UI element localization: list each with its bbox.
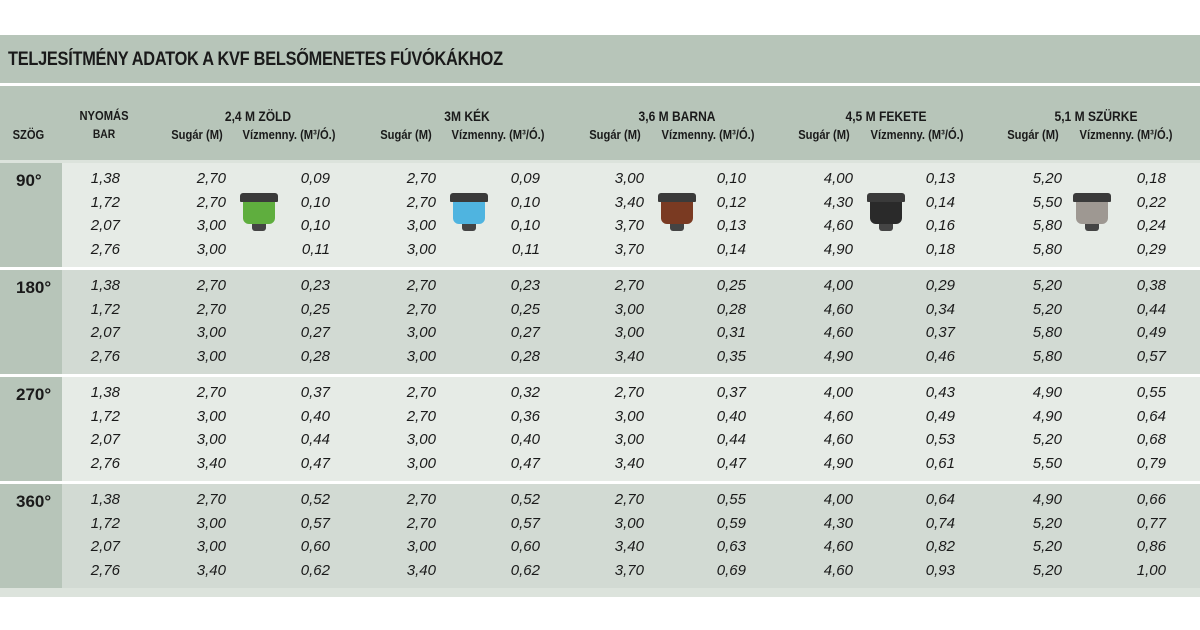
radius-value: 4,30 bbox=[823, 193, 853, 211]
radius-value: 3,00 bbox=[406, 454, 436, 472]
flow-value: 0,09 bbox=[510, 170, 540, 187]
flow-header-2: Vízmenny. (M³/Ó.) bbox=[661, 127, 755, 142]
flow-value: 0,63 bbox=[716, 538, 746, 555]
flow-value: 0,46 bbox=[925, 347, 955, 365]
radius-value: 3,00 bbox=[406, 324, 436, 341]
flow-value: 0,43 bbox=[925, 384, 955, 401]
radius-value: 3,00 bbox=[614, 514, 644, 532]
pressure-value: 1,38 bbox=[90, 170, 120, 187]
radius-value: 3,40 bbox=[614, 193, 644, 211]
radius-value: 3,40 bbox=[196, 561, 226, 579]
nozzle-body bbox=[661, 202, 693, 224]
flow-value: 0,10 bbox=[510, 193, 540, 211]
flow-value: 0,86 bbox=[1136, 538, 1166, 555]
flow-value: 0,18 bbox=[1136, 170, 1166, 187]
radius-value: 4,90 bbox=[1032, 384, 1062, 401]
radius-value: 4,00 bbox=[823, 277, 853, 294]
flow-value: 0,31 bbox=[716, 324, 746, 341]
radius-value: 3,40 bbox=[614, 454, 644, 472]
flow-value: 0,10 bbox=[510, 217, 540, 234]
radius-value: 2,70 bbox=[406, 170, 436, 187]
flow-value: 0,27 bbox=[300, 324, 330, 341]
radius-value: 2,70 bbox=[406, 193, 436, 211]
flow-value: 0,61 bbox=[925, 454, 955, 472]
radius-value: 5,80 bbox=[1032, 240, 1062, 258]
nozzle-header-0: 2,4 M ZÖLD bbox=[224, 108, 292, 124]
flow-value: 0,49 bbox=[925, 407, 955, 425]
nozzle-icon bbox=[1073, 193, 1111, 231]
radius-value: 5,80 bbox=[1032, 217, 1062, 234]
flow-value: 0,25 bbox=[300, 300, 330, 318]
radius-value: 5,20 bbox=[1032, 277, 1062, 294]
radius-value: 3,00 bbox=[196, 431, 226, 448]
pressure-value: 1,72 bbox=[90, 407, 120, 425]
radius-value: 2,70 bbox=[406, 277, 436, 294]
radius-value: 3,00 bbox=[614, 324, 644, 341]
flow-value: 0,79 bbox=[1136, 454, 1166, 472]
radius-value: 5,20 bbox=[1032, 300, 1062, 318]
radius-value: 2,70 bbox=[406, 300, 436, 318]
radius-value: 5,50 bbox=[1032, 193, 1062, 211]
flow-value: 0,47 bbox=[510, 454, 540, 472]
radius-value: 4,60 bbox=[823, 324, 853, 341]
radius-header-4: Sugár (M) bbox=[1007, 127, 1059, 142]
header-row bbox=[0, 86, 1200, 160]
flow-value: 0,35 bbox=[716, 347, 746, 365]
radius-value: 2,70 bbox=[614, 277, 644, 294]
flow-value: 0,25 bbox=[716, 277, 746, 294]
nozzle-tip bbox=[670, 224, 684, 231]
radius-value: 3,00 bbox=[614, 300, 644, 318]
pressure-value: 1,72 bbox=[90, 193, 120, 211]
radius-value: 3,00 bbox=[406, 431, 436, 448]
radius-value: 5,50 bbox=[1032, 454, 1062, 472]
angle-label: 270° bbox=[16, 385, 52, 404]
nozzle-cap bbox=[1073, 193, 1111, 202]
radius-value: 5,20 bbox=[1032, 170, 1062, 187]
radius-value: 4,00 bbox=[823, 384, 853, 401]
radius-value: 4,00 bbox=[823, 170, 853, 187]
flow-value: 0,11 bbox=[511, 240, 540, 258]
flow-value: 0,55 bbox=[1136, 384, 1166, 401]
flow-value: 0,10 bbox=[300, 193, 330, 211]
radius-value: 2,70 bbox=[614, 491, 644, 508]
radius-value: 4,90 bbox=[823, 347, 853, 365]
radius-value: 3,70 bbox=[614, 217, 644, 234]
flow-value: 0,77 bbox=[1136, 514, 1166, 532]
flow-value: 0,44 bbox=[300, 431, 330, 448]
radius-header-3: Sugár (M) bbox=[798, 127, 850, 142]
flow-value: 0,60 bbox=[300, 538, 330, 555]
flow-value: 0,57 bbox=[300, 514, 330, 532]
nozzle-header-2: 3,6 M BARNA bbox=[638, 108, 716, 124]
radius-value: 2,70 bbox=[406, 491, 436, 508]
flow-value: 0,28 bbox=[716, 300, 746, 318]
nozzle-body bbox=[243, 202, 275, 224]
flow-value: 0,47 bbox=[716, 454, 746, 472]
flow-value: 0,36 bbox=[510, 407, 540, 425]
nozzle-body bbox=[453, 202, 485, 224]
radius-value: 3,00 bbox=[406, 347, 436, 365]
pressure-unit-header: BAR bbox=[92, 127, 116, 141]
angle-label: 360° bbox=[16, 492, 52, 511]
flow-value: 0,16 bbox=[925, 217, 955, 234]
radius-value: 4,60 bbox=[823, 538, 853, 555]
radius-value: 4,60 bbox=[823, 407, 853, 425]
flow-value: 0,14 bbox=[925, 193, 955, 211]
flow-value: 0,29 bbox=[925, 277, 955, 294]
flow-value: 0,53 bbox=[925, 431, 955, 448]
flow-value: 0,38 bbox=[1136, 277, 1166, 294]
flow-value: 0,29 bbox=[1136, 240, 1166, 258]
radius-value: 2,70 bbox=[196, 491, 226, 508]
flow-value: 0,25 bbox=[510, 300, 540, 318]
radius-value: 5,80 bbox=[1032, 324, 1062, 341]
radius-header-0: Sugár (M) bbox=[171, 127, 223, 142]
pressure-value: 2,07 bbox=[90, 324, 120, 341]
radius-value: 3,00 bbox=[196, 407, 226, 425]
radius-value: 3,00 bbox=[196, 217, 226, 234]
pressure-value: 1,72 bbox=[90, 514, 120, 532]
flow-header-1: Vízmenny. (M³/Ó.) bbox=[451, 127, 545, 142]
flow-value: 0,52 bbox=[300, 491, 330, 508]
flow-header-0: Vízmenny. (M³/Ó.) bbox=[242, 127, 336, 142]
radius-value: 2,70 bbox=[406, 407, 436, 425]
flow-value: 0,40 bbox=[510, 431, 540, 448]
radius-value: 3,00 bbox=[614, 170, 644, 187]
pressure-value: 2,07 bbox=[90, 431, 120, 448]
nozzle-cap bbox=[658, 193, 696, 202]
flow-value: 0,64 bbox=[1136, 407, 1166, 425]
flow-value: 0,10 bbox=[300, 217, 330, 234]
flow-value: 0,64 bbox=[925, 491, 955, 508]
radius-value: 4,30 bbox=[823, 514, 853, 532]
radius-value: 5,20 bbox=[1032, 431, 1062, 448]
flow-value: 0,66 bbox=[1136, 491, 1166, 508]
flow-value: 0,23 bbox=[510, 277, 540, 294]
radius-value: 5,80 bbox=[1032, 347, 1062, 365]
nozzle-header-4: 5,1 M SZÜRKE bbox=[1054, 108, 1138, 124]
flow-value: 0,37 bbox=[716, 384, 746, 401]
flow-value: 0,69 bbox=[716, 561, 746, 579]
nozzle-cap bbox=[450, 193, 488, 202]
pressure-value: 1,72 bbox=[90, 300, 120, 318]
nozzle-icon bbox=[867, 193, 905, 231]
nozzle-icon bbox=[658, 193, 696, 231]
pressure-value: 1,38 bbox=[90, 277, 120, 294]
radius-value: 4,00 bbox=[823, 491, 853, 508]
radius-value: 2,70 bbox=[196, 384, 226, 401]
angle-header: SZÖG bbox=[12, 127, 45, 142]
radius-value: 2,70 bbox=[196, 193, 226, 211]
radius-value: 4,90 bbox=[1032, 491, 1062, 508]
flow-value: 0,44 bbox=[716, 431, 746, 448]
radius-value: 3,00 bbox=[406, 240, 436, 258]
flow-header-3: Vízmenny. (M³/Ó.) bbox=[870, 127, 964, 142]
angle-label: 90° bbox=[16, 171, 42, 190]
radius-value: 3,00 bbox=[196, 538, 226, 555]
pressure-value: 2,76 bbox=[90, 347, 120, 365]
radius-value: 3,00 bbox=[196, 324, 226, 341]
nozzle-cap bbox=[867, 193, 905, 202]
radius-value: 3,40 bbox=[196, 454, 226, 472]
flow-value: 0,11 bbox=[301, 240, 330, 258]
pressure-value: 2,76 bbox=[90, 240, 120, 258]
flow-value: 0,49 bbox=[1136, 324, 1166, 341]
pressure-value: 1,38 bbox=[90, 491, 120, 508]
radius-value: 3,00 bbox=[614, 431, 644, 448]
radius-value: 4,60 bbox=[823, 300, 853, 318]
radius-value: 3,00 bbox=[406, 538, 436, 555]
flow-value: 0,40 bbox=[716, 407, 746, 425]
flow-value: 0,22 bbox=[1136, 193, 1166, 211]
radius-value: 3,00 bbox=[614, 407, 644, 425]
flow-value: 0,10 bbox=[716, 170, 746, 187]
flow-header-4: Vízmenny. (M³/Ó.) bbox=[1079, 127, 1173, 142]
radius-value: 5,20 bbox=[1032, 538, 1062, 555]
flow-value: 0,18 bbox=[925, 240, 955, 258]
nozzle-tip bbox=[1085, 224, 1099, 231]
flow-value: 0,32 bbox=[510, 384, 540, 401]
pressure-value: 2,07 bbox=[90, 217, 120, 234]
radius-value: 3,40 bbox=[614, 538, 644, 555]
nozzle-icon bbox=[240, 193, 278, 231]
pressure-value: 2,07 bbox=[90, 538, 120, 555]
flow-value: 0,34 bbox=[925, 300, 955, 318]
radius-value: 3,40 bbox=[406, 561, 436, 579]
flow-value: 0,74 bbox=[925, 514, 955, 532]
radius-value: 3,00 bbox=[196, 240, 226, 258]
radius-value: 2,70 bbox=[406, 384, 436, 401]
flow-value: 0,68 bbox=[1136, 431, 1166, 448]
radius-value: 2,70 bbox=[196, 300, 226, 318]
flow-value: 0,62 bbox=[510, 561, 540, 579]
flow-value: 0,59 bbox=[716, 514, 746, 532]
radius-value: 4,60 bbox=[823, 217, 853, 234]
flow-value: 0,12 bbox=[716, 193, 746, 211]
radius-value: 2,70 bbox=[196, 170, 226, 187]
flow-value: 0,44 bbox=[1136, 300, 1166, 318]
nozzle-icon bbox=[450, 193, 488, 231]
radius-value: 3,40 bbox=[614, 347, 644, 365]
flow-value: 0,23 bbox=[300, 277, 330, 294]
radius-value: 3,00 bbox=[196, 347, 226, 365]
flow-value: 0,13 bbox=[716, 217, 746, 234]
pressure-value: 2,76 bbox=[90, 454, 120, 472]
angle-label: 180° bbox=[16, 278, 52, 297]
flow-value: 0,57 bbox=[510, 514, 540, 532]
flow-value: 0,40 bbox=[300, 407, 330, 425]
radius-value: 4,60 bbox=[823, 561, 853, 579]
flow-value: 0,13 bbox=[925, 170, 955, 187]
radius-header-1: Sugár (M) bbox=[380, 127, 432, 142]
nozzle-tip bbox=[462, 224, 476, 231]
flow-value: 0,28 bbox=[300, 347, 330, 365]
nozzle-tip bbox=[879, 224, 893, 231]
flow-value: 0,27 bbox=[510, 324, 540, 341]
flow-value: 0,37 bbox=[925, 324, 955, 341]
table-title: TELJESÍTMÉNY ADATOK A KVF BELSŐMENETES FÚVÓKÁKHOZ bbox=[8, 49, 503, 70]
pressure-header: NYOMÁS bbox=[79, 108, 129, 123]
radius-value: 4,60 bbox=[823, 431, 853, 448]
radius-header-2: Sugár (M) bbox=[589, 127, 641, 142]
pressure-value: 1,38 bbox=[90, 384, 120, 401]
flow-value: 0,24 bbox=[1136, 217, 1166, 234]
flow-value: 0,93 bbox=[925, 561, 955, 579]
flow-value: 0,14 bbox=[716, 240, 746, 258]
radius-value: 3,00 bbox=[406, 217, 436, 234]
nozzle-tip bbox=[252, 224, 266, 231]
radius-value: 5,20 bbox=[1032, 561, 1062, 579]
flow-value: 0,57 bbox=[1136, 347, 1166, 365]
flow-value: 0,60 bbox=[510, 538, 540, 555]
flow-value: 0,28 bbox=[510, 347, 540, 365]
radius-value: 5,20 bbox=[1032, 514, 1062, 532]
nozzle-body bbox=[870, 202, 902, 224]
flow-value: 0,62 bbox=[300, 561, 330, 579]
radius-value: 4,90 bbox=[1032, 407, 1062, 425]
flow-value: 0,47 bbox=[300, 454, 330, 472]
radius-value: 3,00 bbox=[196, 514, 226, 532]
nozzle-body bbox=[1076, 202, 1108, 224]
radius-value: 4,90 bbox=[823, 240, 853, 258]
radius-value: 3,70 bbox=[614, 561, 644, 579]
radius-value: 2,70 bbox=[196, 277, 226, 294]
radius-value: 2,70 bbox=[406, 514, 436, 532]
flow-value: 0,09 bbox=[300, 170, 330, 187]
pressure-value: 2,76 bbox=[90, 561, 120, 579]
flow-value: 0,55 bbox=[716, 491, 746, 508]
flow-value: 1,00 bbox=[1136, 561, 1166, 579]
flow-value: 0,52 bbox=[510, 491, 540, 508]
nozzle-header-3: 4,5 M FEKETE bbox=[845, 108, 927, 124]
nozzle-cap bbox=[240, 193, 278, 202]
radius-value: 4,90 bbox=[823, 454, 853, 472]
radius-value: 2,70 bbox=[614, 384, 644, 401]
flow-value: 0,37 bbox=[300, 384, 330, 401]
flow-value: 0,82 bbox=[925, 538, 955, 555]
nozzle-header-1: 3M KÉK bbox=[444, 108, 490, 124]
radius-value: 3,70 bbox=[614, 240, 644, 258]
